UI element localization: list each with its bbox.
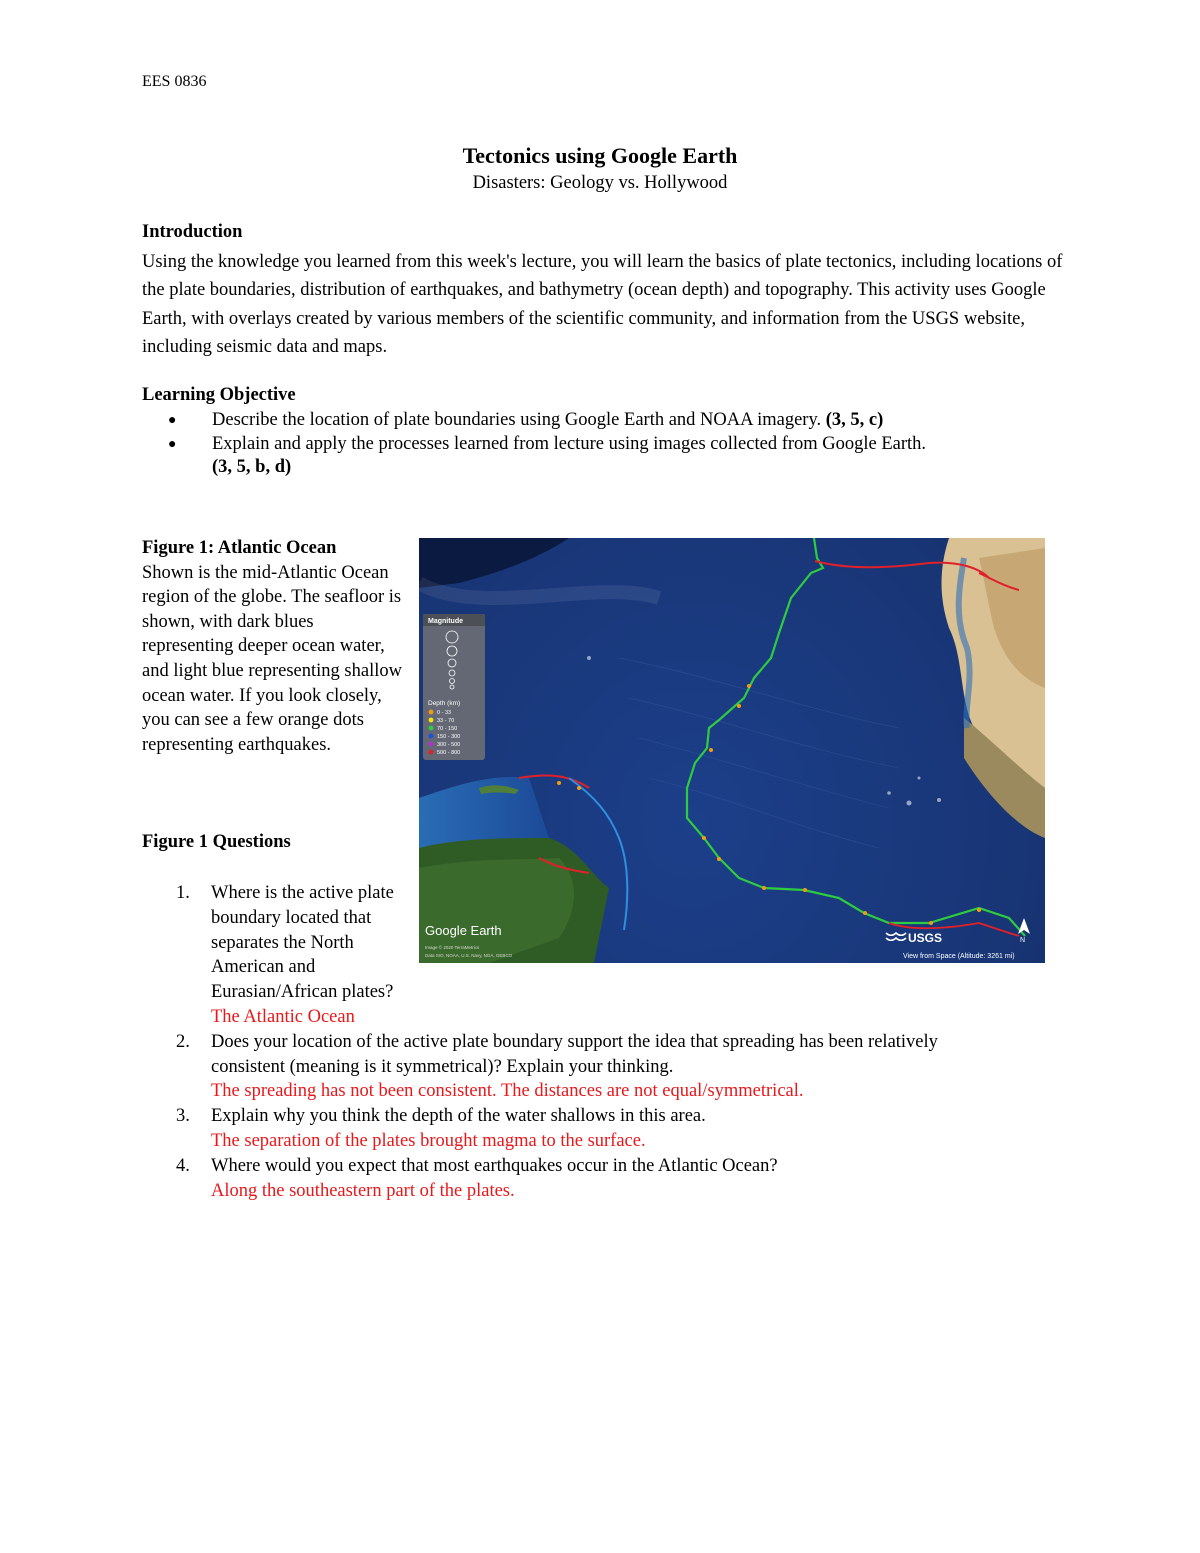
depth-swatch bbox=[429, 734, 434, 739]
questions-heading: Figure 1 Questions bbox=[142, 832, 291, 852]
objective-item bbox=[142, 433, 1072, 480]
bullet-icon: ● bbox=[168, 436, 177, 452]
document-title: Tectonics using Google Earth bbox=[462, 143, 738, 168]
objective-code: (3, 5, c) bbox=[825, 410, 884, 430]
objective-code: (3, 5, b, d) bbox=[212, 457, 292, 477]
depth-range-label: 33 - 70 bbox=[437, 718, 455, 724]
legend-depth-title: Depth (km) bbox=[428, 700, 461, 707]
depth-swatch bbox=[429, 742, 434, 747]
depth-swatch bbox=[429, 726, 434, 731]
depth-range-label: 70 - 150 bbox=[437, 726, 458, 732]
google-earth-watermark: Google Earth bbox=[425, 923, 502, 938]
objectives-list bbox=[142, 409, 1072, 480]
bullet-icon: ● bbox=[168, 413, 177, 428]
question-number: 2. bbox=[176, 1031, 190, 1052]
question-item bbox=[142, 1154, 1042, 1204]
course-code: EES 0836 bbox=[142, 73, 207, 90]
question-number: 1. bbox=[176, 883, 190, 903]
figure-caption bbox=[142, 536, 402, 757]
map-legend bbox=[423, 614, 485, 760]
question-item bbox=[142, 1030, 1042, 1104]
depth-range-label: 500 - 800 bbox=[437, 750, 461, 756]
answer-text: Along the southeastern part of the plates. bbox=[211, 1180, 515, 1201]
answer-text: The Atlantic Ocean bbox=[211, 1006, 355, 1027]
figure-caption-text: Shown is the mid-Atlantic Ocean region of the globe. The seafloor is shown, with dark blues representing deeper ocean water, and light blue representing shallow ocean water. If you look closely, you can see a few orange dots representing earthquakes. bbox=[142, 562, 402, 755]
map-data-source: Data SIO, NOAA, U.S. Navy, NGA, GEBCO bbox=[425, 953, 513, 958]
question-number: 4. bbox=[176, 1155, 190, 1176]
question-text: Does your location of the active plate boundary support the idea that spreading has been relatively consistent (meaning is it symmetrical)? Explain your thinking. bbox=[211, 1031, 938, 1077]
view-info: View from Space (Altitude: 3261 mi) bbox=[903, 953, 1015, 960]
depth-swatch bbox=[429, 718, 434, 723]
introduction-heading: Introduction bbox=[142, 222, 243, 242]
question-text: Where would you expect that most earthquakes occur in the Atlantic Ocean? bbox=[211, 1155, 778, 1176]
introduction-text: Using the knowledge you learned from this week's lecture, you will learn the basics of plate tectonics, including locations of the plate boundaries, distribution of earthquakes, and bathymetry (ocean depth) and topography. This activity uses Google Earth, with overlays created by various members of the scientific community, and information from the USGS website, including seismic data and maps. bbox=[142, 252, 1063, 357]
objectives-heading: Learning Objective bbox=[142, 385, 296, 405]
usgs-logo-text: USGS bbox=[908, 931, 943, 945]
legend-title: Magnitude bbox=[428, 618, 463, 625]
figure-label: Figure 1: Atlantic Ocean bbox=[142, 538, 337, 558]
question-number: 3. bbox=[176, 1106, 190, 1127]
depth-range-label: 150 - 300 bbox=[437, 734, 461, 740]
objective-text: Explain and apply the processes learned from lecture using images collected from Google Earth. bbox=[212, 433, 927, 454]
questions-list bbox=[142, 881, 1042, 1203]
compass-label: N bbox=[1020, 937, 1026, 944]
answer-text: The spreading has not been consistent. The distances are not equal/symmetrical. bbox=[211, 1081, 804, 1102]
document-subtitle: Disasters: Geology vs. Hollywood bbox=[472, 173, 728, 193]
objective-text: Describe the location of plate boundaries using Google Earth and NOAA imagery. bbox=[212, 410, 826, 430]
answer-text: The separation of the plates brought magma to the surface. bbox=[211, 1130, 646, 1151]
depth-swatch bbox=[429, 710, 434, 715]
question-item bbox=[142, 881, 399, 1030]
depth-range-label: 300 - 500 bbox=[437, 742, 461, 748]
question-text: Where is the active plate boundary located that separates the North American and Eurasian/African plates? bbox=[211, 883, 394, 1003]
question-item bbox=[142, 1104, 1042, 1154]
question-text: Explain why you think the depth of the water shallows in this area. bbox=[211, 1106, 706, 1127]
depth-swatch bbox=[429, 750, 434, 755]
depth-range-label: 0 - 33 bbox=[437, 710, 452, 716]
map-attribution: Image © 2020 TerraMetrics bbox=[425, 945, 480, 950]
objective-item bbox=[142, 409, 1072, 433]
